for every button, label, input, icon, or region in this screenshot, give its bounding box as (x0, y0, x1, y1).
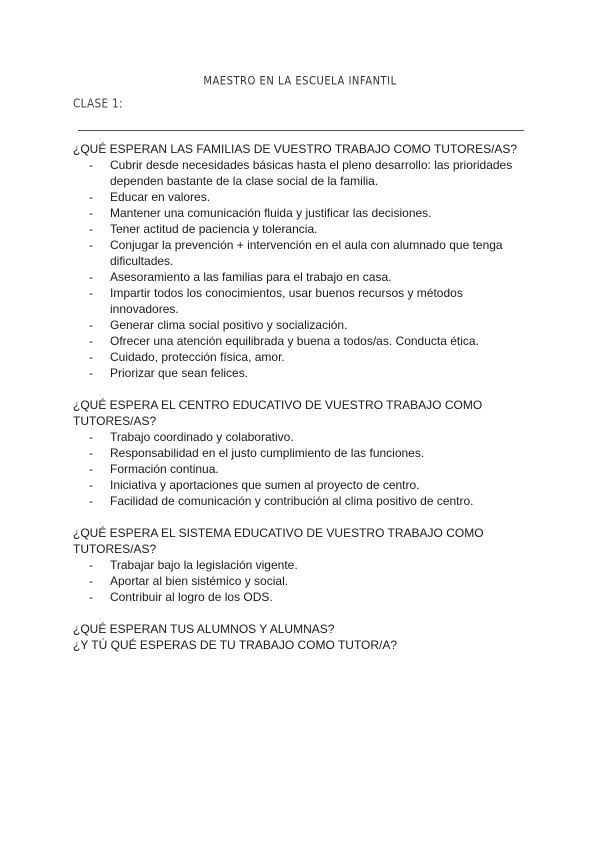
section-question: ¿QUÉ ESPERAN LAS FAMILIAS DE VUESTRO TRABAJO COMO TUTORES/AS? (73, 142, 518, 156)
list-item: - Ofrecer una atención equilibrada y buena a todos/as. Conducta ética. (73, 333, 533, 349)
list-item: - Cubrir desde necesidades básicas hasta el pleno desarrollo: las prioridades dependen bastante de la clase social de la familia. (73, 157, 533, 189)
bullet-list (73, 157, 533, 381)
list-item: - Trabajar bajo la legislación vigente. (73, 557, 533, 573)
list-item: - Priorizar que sean felices. (73, 365, 533, 381)
closing-question-self: ¿Y TÚ QUÉ ESPERAS DE TU TRABAJO COMO TUTOR/A? (73, 638, 398, 652)
list-item: - Iniciativa y aportaciones que sumen al proyecto de centro. (73, 477, 533, 493)
list-item: - Asesoramiento a las familias para el trabajo en casa. (73, 269, 533, 285)
list-item: - Responsabilidad en el justo cumplimiento de las funciones. (73, 445, 533, 461)
section-education-system (73, 525, 533, 605)
list-item: - Facilidad de comunicación y contribución al clima positivo de centro. (73, 493, 533, 509)
section-question: ¿QUÉ ESPERA EL SISTEMA EDUCATIVO DE VUESTRO TRABAJO COMO TUTORES/AS? (73, 526, 484, 556)
list-item: - Conjugar la prevención + intervención en el aula con alumnado que tenga dificultades. (73, 237, 533, 269)
list-item: - Trabajo coordinado y colaborativo. (73, 429, 533, 445)
closing-questions (73, 621, 533, 653)
section-school-center (73, 397, 533, 509)
list-item: - Educar en valores. (73, 189, 533, 205)
document-body (73, 141, 533, 669)
bullet-list (73, 557, 533, 605)
list-item: - Contribuir al logro de los ODS. (73, 589, 533, 605)
horizontal-divider (78, 130, 524, 131)
list-item: - Cuidado, protección física, amor. (73, 349, 533, 365)
list-item: - Tener actitud de paciencia y tolerancia. (73, 221, 533, 237)
list-item: - Aportar al bien sistémico y social. (73, 573, 533, 589)
closing-question-students: ¿QUÉ ESPERAN TUS ALUMNOS Y ALUMNAS? (73, 622, 335, 636)
bullet-list (73, 429, 533, 509)
document-title: MAESTRO EN LA ESCUELA INFANTIL (203, 75, 397, 88)
list-item: - Formación continua. (73, 461, 533, 477)
list-item: - Generar clima social positivo y socialización. (73, 317, 533, 333)
section-families (73, 141, 533, 381)
list-item: - Impartir todos los conocimientos, usar buenos recursos y métodos innovadores. (73, 285, 533, 317)
class-label: CLASE 1: (73, 96, 123, 112)
section-question: ¿QUÉ ESPERA EL CENTRO EDUCATIVO DE VUESTRO TRABAJO COMO TUTORES/AS? (73, 398, 483, 428)
list-item: - Mantener una comunicación fluida y justificar las decisiones. (73, 205, 533, 221)
